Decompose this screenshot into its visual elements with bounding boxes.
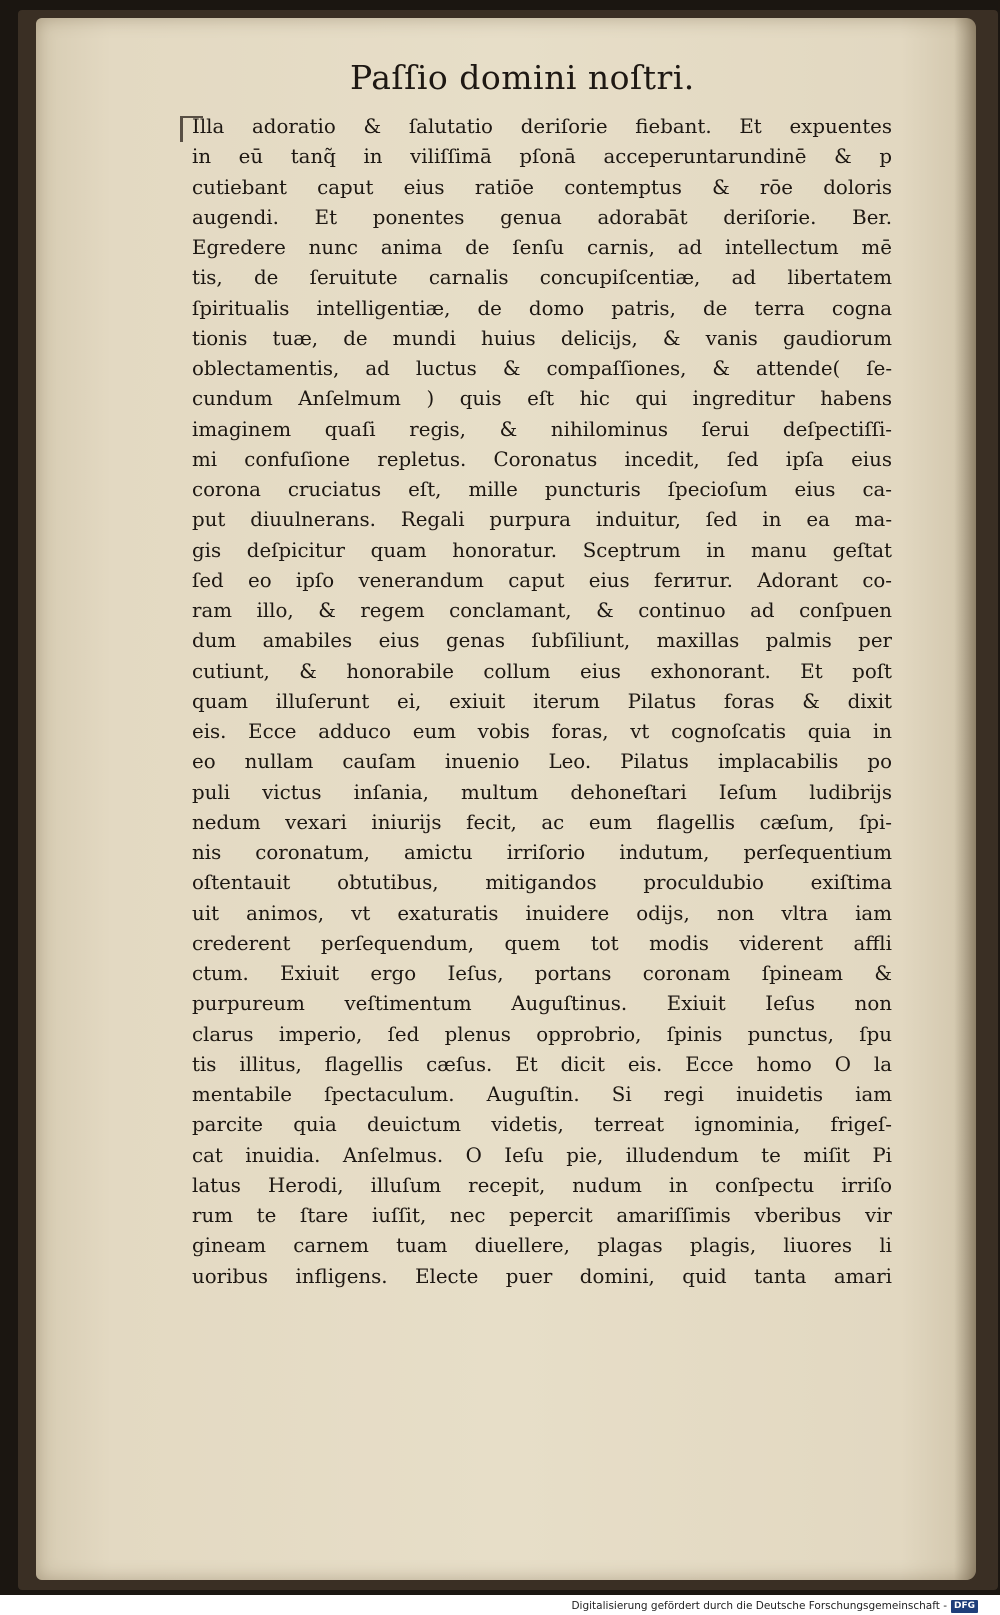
text-line: cutiunt, & honorabile collum eius exhonorant. Et poſt xyxy=(192,659,892,683)
text-line: oſtentauit obtutibus, mitigandos proculdubio exiſtima xyxy=(192,871,892,895)
text-line: rum te ſtare iuſſit, nec pepercit amariſſimis vberibus vir xyxy=(192,1204,892,1227)
text-line: cutiebant caput eius ratiōe contemptus & rōe doloris xyxy=(192,175,892,199)
text-line: in eū tanq̃ in viliſſimā pſonā acceperuntarundinē & p xyxy=(192,145,892,169)
text-line: purpureum veſtimentum Auguſtinus. Exiuit Ieſus non xyxy=(192,992,892,1016)
text-line: nedum vexari iniurijs fecit, ac eum flagellis cæſum, ſpi- xyxy=(192,810,892,834)
text-line: ſed eo ipſo venerandum caput eius ferитur. Adorant co- xyxy=(192,568,892,592)
text-line: mentabile ſpectaculum. Auguſtin. Si regi inuidetis iam xyxy=(192,1083,892,1106)
text-line: gineam carnem tuam diuellere, plagas plagis, liuores li xyxy=(192,1234,892,1258)
text-line: augendi. Et ponentes genua adorabāt deriſorie. Ber. xyxy=(192,205,892,229)
text-line: quam illuſerunt ei, exiuit iterum Pilatus foras & dixit xyxy=(192,689,892,713)
text-line: parcite quia deuictum videtis, terreat ignominia, frigeſ- xyxy=(192,1113,892,1137)
text-line: oblectamentis, ad luctus & compaſſiones, & attende( ſe- xyxy=(192,357,892,380)
text-line: puli victus inſania, multum dehoneſtari Ieſum ludibrijs xyxy=(192,780,892,804)
text-line: ctum. Exiuit ergo Ieſus, portans coronam ſpineam & xyxy=(192,962,892,985)
text-line: tionis tuæ, de mundi huius delicijs, & vanis gaudiorum xyxy=(192,326,892,350)
text-line: Illa adoratio & ſalutatio deriſorie fiebant. Et expuentes xyxy=(192,115,892,138)
text-line: tis illitus, flagellis cæſus. Et dicit eis. Ecce homo O la xyxy=(192,1052,892,1076)
text-line: nis coronatum, amictu irriſorio indutum, perſequentium xyxy=(192,841,892,864)
running-head: Paſſio domini noſtri. xyxy=(350,58,695,97)
text-line: uit animos, vt exaturatis inuidere odijs, non vltra iam xyxy=(192,901,892,925)
text-line: dum amabiles eius genas ſubſiliunt, maxillas palmis per xyxy=(192,629,892,653)
text-line: crederent perſequendum, quem tot modis viderent affli xyxy=(192,931,892,955)
text-line: tis, de ſeruitute carnalis concupiſcentiæ, ad libertatem xyxy=(192,266,892,290)
text-line: eo nullam cauſam inuenio Leo. Pilatus implacabilis po xyxy=(192,750,892,774)
text-line: ram illo, & regem conclamant, & continuo ad conſpuen xyxy=(192,599,892,622)
text-line: gis deſpicitur quam honoratur. Sceptrum in manu geſtat xyxy=(192,538,892,562)
text-line: clarus imperio, ſed plenus opprobrio, ſpinis punctus, ſpu xyxy=(192,1022,892,1046)
text-line: corona cruciatus eſt, mille puncturis ſpecioſum eius ca- xyxy=(192,478,892,501)
text-block xyxy=(192,112,892,1292)
text-line: put diuulnerans. Regali purpura induitur, ſed in ea ma- xyxy=(192,508,892,532)
text-line: eis. Ecce adduco eum vobis foras, vt cognoſcatis quia in xyxy=(192,720,892,743)
text-line: uoribus infligens. Electe puer domini, quid tanta amari xyxy=(192,1264,892,1288)
text-line: ſpiritualis intelligentiæ, de domo patris, de terra cogna xyxy=(192,296,892,320)
text-line: latus Herodi, illuſum recepit, nudum in conſpectu irriſo xyxy=(192,1173,892,1197)
page-gutter-shadow xyxy=(954,18,976,1580)
dfg-logo: DFG xyxy=(951,1600,978,1613)
text-line: mi confuſione repletus. Coronatus incedit, ſed ipſa eius xyxy=(192,447,892,471)
text-line: cundum Anſelmum ) quis eſt hic qui ingreditur habens xyxy=(192,387,892,411)
credit-text: Digitalisierung gefördert durch die Deutsche Forschungsgemeinschaft - xyxy=(571,1600,947,1612)
digitization-credit xyxy=(571,1598,978,1614)
text-line: imaginem quaſi regis, & nihilominus ſerui deſpectiſſi- xyxy=(192,417,892,441)
text-line: cat inuidia. Anſelmus. O Ieſu pie, illudendum te miſit Pi xyxy=(192,1143,892,1167)
text-line: Egredere nunc anima de ſenſu carnis, ad intellectum mē xyxy=(192,236,892,259)
